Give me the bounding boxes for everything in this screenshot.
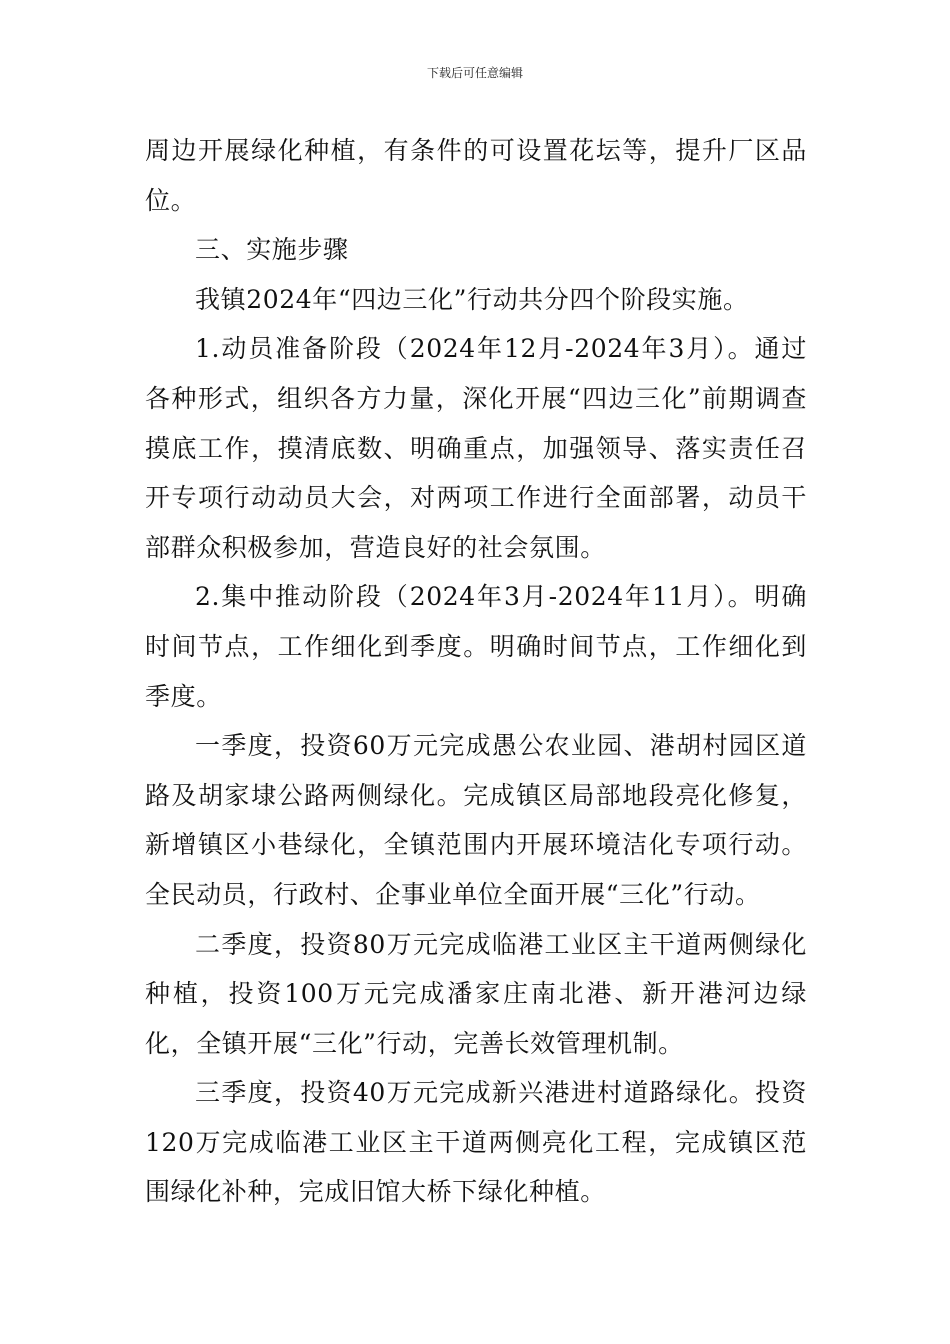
document-body [145,126,807,1217]
paragraph-phase-1: 1.动员准备阶段（2024年12月-2024年3月）。通过各种形式，组织各方力量，深化开展“四边三化”前期调查摸底工作，摸清底数、明确重点，加强领导、落实责任召开专项行动动员大会，对两项工作进行全面部署，动员干部群众积极参加，营造良好的社会氛围。 [145,334,807,562]
paragraph-phase-2: 2.集中推动阶段（2024年3月-2024年11月）。明确时间节点，工作细化到季度。明确时间节点，工作细化到季度。 [145,582,807,711]
paragraph-1: 周边开展绿化种植，有条件的可设置花坛等，提升厂区品位。 [145,136,807,215]
section-heading-implementation-steps: 三、实施步骤 [195,235,349,265]
paragraph-q3: 三季度，投资40万元完成新兴港进村道路绿化。投资120万完成临港工业区主干道两侧亮化工程，完成镇区范围绿化补种，完成旧馆大桥下绿化种植。 [145,1078,807,1207]
page-header-note: 下载后可任意编辑 [426,66,523,80]
paragraph-q2: 二季度，投资80万元完成临港工业区主干道两侧绿化种植，投资100万元完成潘家庄南北港、新开港河边绿化，全镇开展“三化”行动，完善长效管理机制。 [145,929,807,1058]
paragraph-q1: 一季度，投资60万元完成愚公农业园、港胡村园区道路及胡家埭公路两侧绿化。完成镇区局部地段亮化修复，新增镇区小巷绿化，全镇范围内开展环境洁化专项行动。全民动员，行政村、企事业单位全面开展“三化”行动。 [145,731,807,909]
paragraph-phases-intro: 我镇2024年“四边三化”行动共分四个阶段实施。 [195,284,749,314]
